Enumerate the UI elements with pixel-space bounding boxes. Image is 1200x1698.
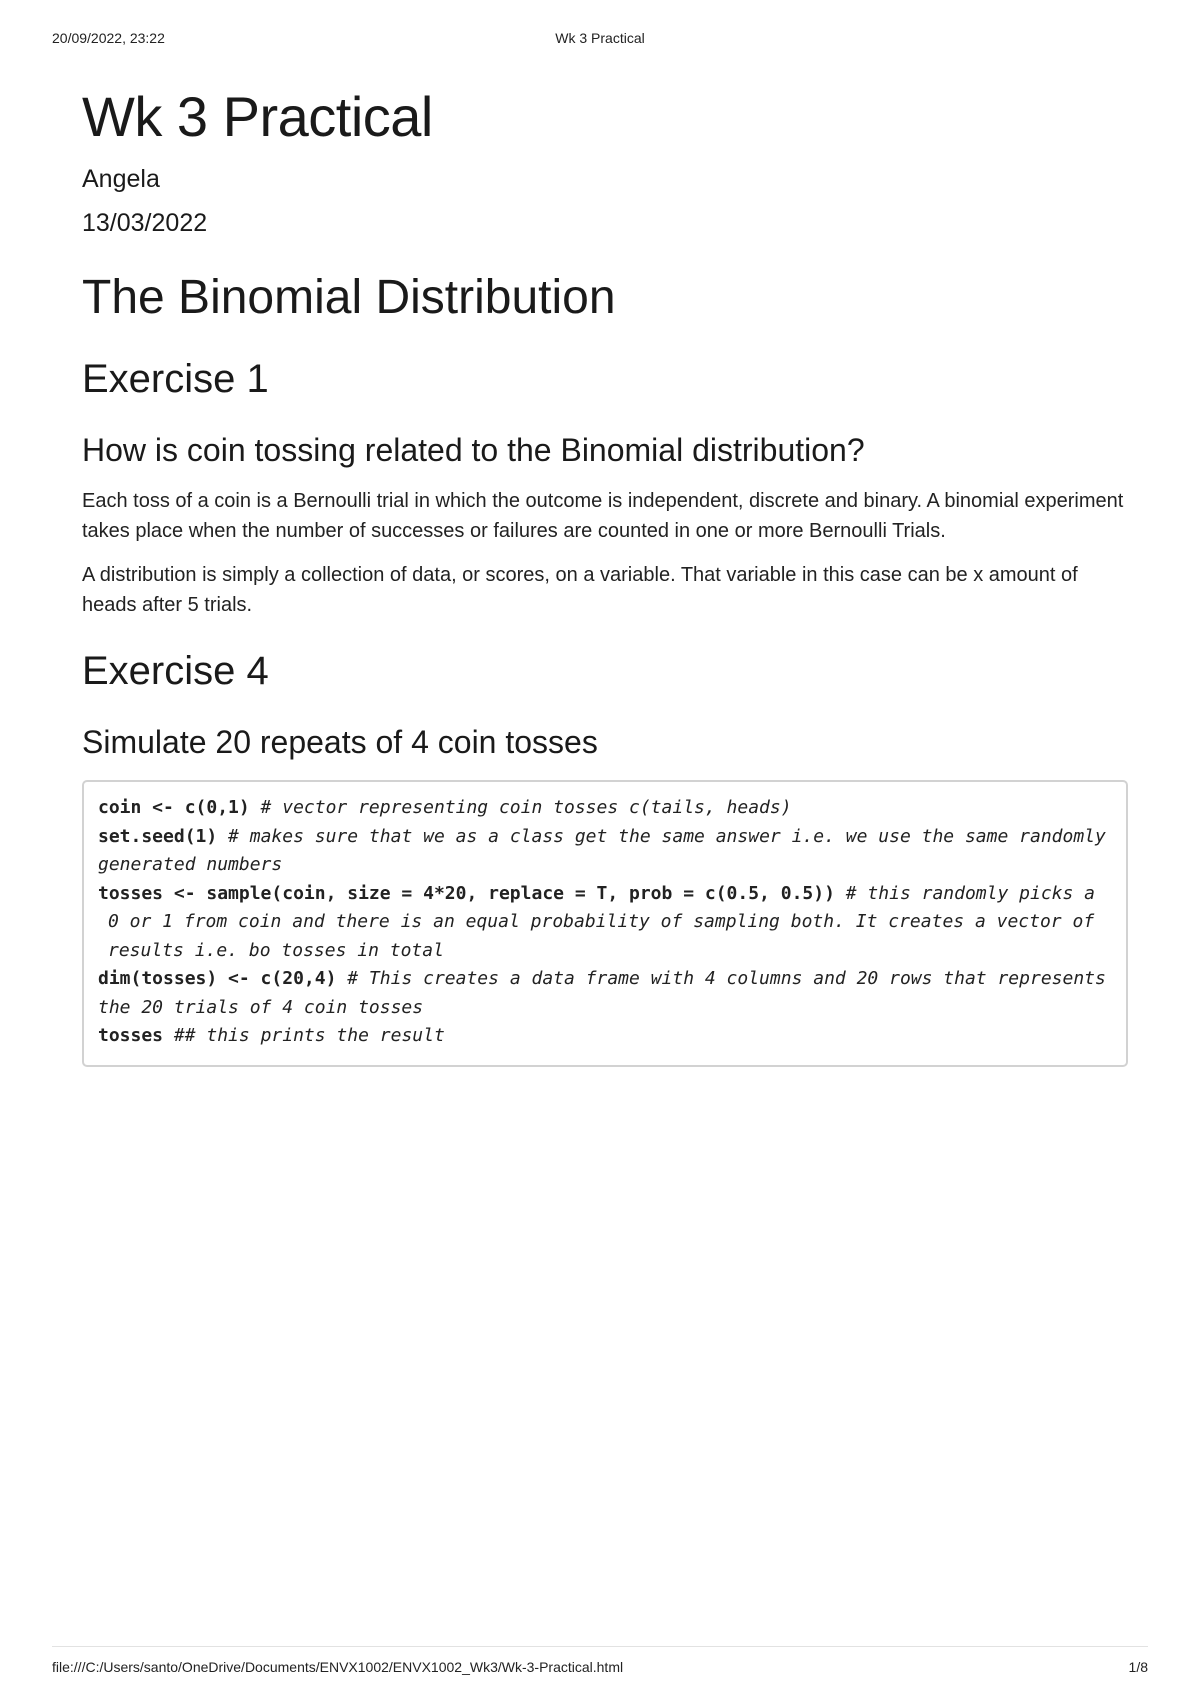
section-title: The Binomial Distribution — [82, 271, 616, 324]
code-comment: # vector representing coin tosses c(tails, heads) — [249, 797, 792, 818]
exercise-1-heading: Exercise 1 — [82, 357, 269, 401]
code-statement: tosses <- sample(coin, size = 4*20, replace = T, prob = c(0.5, 0.5)) — [98, 882, 835, 904]
author: Angela — [82, 165, 160, 193]
file-path: file:///C:/Users/santo/OneDrive/Documents/ENVX1002/ENVX1002_Wk3/Wk-3-Practical.html — [52, 1659, 624, 1675]
code-statement: dim(tosses) <- c(20,4) — [98, 968, 337, 989]
code-line — [98, 823, 1112, 880]
document-body — [82, 82, 1128, 1067]
exercise-1-paragraph-2: A distribution is simply a collection of data, or scores, on a variable. That variable in this case can be x amount of heads after 5 trials. — [82, 564, 1078, 616]
print-page-title: Wk 3 Practical — [555, 30, 645, 46]
code-line — [98, 1022, 1112, 1051]
code-comment: 0 or 1 from coin and there is an equal probability of sampling both. It creates a vector of — [108, 911, 1095, 932]
code-line — [98, 965, 1112, 1022]
document-title: Wk 3 Practical — [82, 85, 433, 148]
print-header — [52, 30, 1148, 50]
document-date: 13/03/2022 — [82, 209, 208, 237]
code-line — [98, 794, 1112, 823]
code-statement: tosses — [98, 1025, 164, 1046]
exercise-4-question: Simulate 20 repeats of 4 coin tosses — [82, 724, 598, 760]
code-comment: ## this prints the result — [163, 1025, 445, 1046]
exercise-1-question: How is coin tossing related to the Binomial distribution? — [82, 432, 865, 468]
code-line — [98, 937, 1112, 966]
print-datetime: 20/09/2022, 23:22 — [52, 30, 165, 46]
code-block[interactable] — [82, 780, 1128, 1067]
code-line — [98, 880, 1112, 909]
code-line — [98, 908, 1112, 937]
code-comment: # makes sure that we as a class get the same answer i.e. we use the same randomly generated numbers — [98, 825, 1106, 875]
page-number: 1/8 — [1128, 1659, 1148, 1675]
exercise-4-heading: Exercise 4 — [82, 649, 269, 693]
print-footer — [52, 1646, 1148, 1675]
code-comment: # This creates a data frame with 4 columns and 20 rows that represents the 20 trials of 4 coin tosses — [98, 968, 1106, 1018]
code-statement: coin <- c(0,1) — [98, 797, 250, 818]
code-comment: results i.e. bo tosses in total — [108, 939, 444, 961]
code-comment: # this randomly picks a — [834, 882, 1096, 904]
code-statement: set.seed(1) — [98, 825, 218, 847]
exercise-1-paragraph-1: Each toss of a coin is a Bernoulli trial in which the outcome is independent, discrete and binary. A binomial experiment takes place when the number of successes or failures are counted in one or more Bernoulli Trials. — [82, 490, 1124, 542]
